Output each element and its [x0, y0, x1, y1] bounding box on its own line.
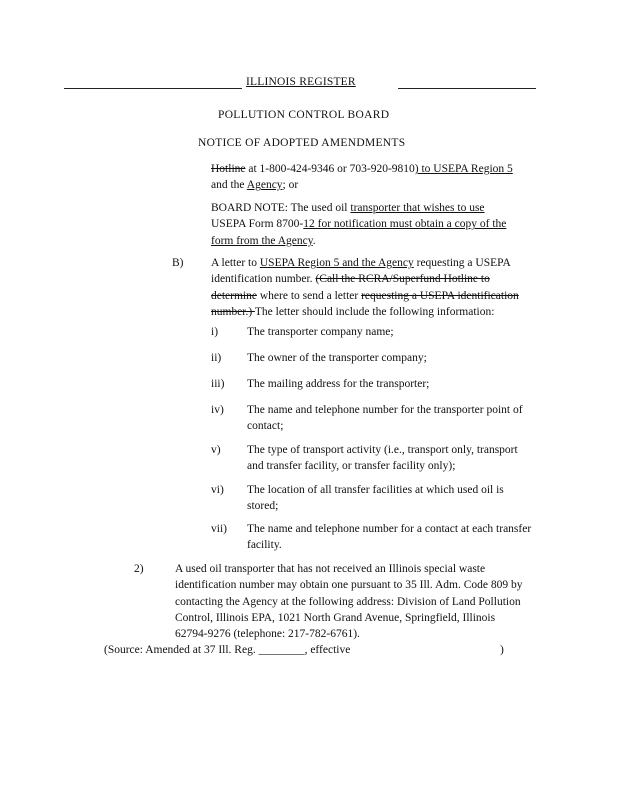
source-blank: ________ [258, 644, 305, 656]
register-title: ILLINOIS REGISTER [246, 76, 356, 88]
source-line [104, 642, 504, 658]
item-b-text [211, 255, 551, 320]
sub-item-text [247, 402, 547, 435]
item-2-label: 2) [134, 563, 144, 575]
and-the-text: and the [211, 179, 247, 192]
sub-item-label: vii) [211, 523, 227, 535]
sub-item-label: i) [211, 326, 219, 338]
sub-item-line: The owner of the transporter company; [247, 352, 427, 364]
board-title: POLLUTION CONTROL BOARD [218, 109, 390, 121]
item-b-l1u: USEPA Region 5 and the Agency [259, 257, 414, 269]
or-text: ; or [282, 179, 299, 192]
sub-item-text [247, 482, 547, 515]
header-rule-right [398, 88, 536, 89]
item-2-line: 62794-9276 (telephone: 217-782-6761). [175, 628, 360, 641]
source-text-a: (Source: Amended at 37 Ill. Reg. [104, 644, 259, 656]
sub-item-line: and transfer facility, or transfer facility only); [247, 460, 456, 473]
item-b-l1a: A letter to [211, 257, 260, 269]
sub-item-line: The location of all transfer facilities at which used oil is [247, 484, 504, 496]
item-b-l3s2: requesting a USEPA identification [361, 289, 519, 302]
board-note-l1: transporter that wishes to use [350, 202, 485, 214]
source-text-b: , effective [304, 644, 351, 656]
item-b-l4s: number.) [211, 305, 255, 318]
sub-item-line: The transporter company name; [247, 326, 394, 338]
sub-item-text [247, 350, 547, 366]
item-b-l3s: determine [211, 289, 257, 302]
sub-item-line: The name and telephone number for a contact at each transfer [247, 523, 532, 535]
sub-item-label: v) [211, 444, 221, 456]
sub-item-line: stored; [247, 500, 279, 513]
sub-item-label: iv) [211, 404, 224, 416]
item-b-label: B) [172, 257, 184, 269]
item-b-l2: identification number. [211, 273, 316, 286]
item-2-line: identification number may obtain one pursuant to 35 Ill. Adm. Code 809 by [175, 579, 523, 592]
sub-item-line: contact; [247, 420, 284, 433]
board-note-l3end: . [312, 234, 316, 247]
sub-item-line: The name and telephone number for the transporter point of [247, 404, 523, 416]
sub-item-label: ii) [211, 352, 222, 364]
item-2-line: Control, Illinois EPA, 1021 North Grand Avenue, Springfield, Illinois [175, 611, 496, 624]
item-2-line: A used oil transporter that has not received an Illinois special waste [175, 563, 486, 575]
board-note-l2a: USEPA Form 8700- [211, 218, 304, 231]
board-note-lead: BOARD NOTE: The used oil [211, 202, 351, 214]
sub-item-text [247, 521, 547, 554]
item-2-text [175, 561, 565, 643]
item-b-l3a: where to send a letter [256, 289, 362, 302]
item-b-l1b: requesting a USEPA [413, 257, 511, 269]
board-note-l3: form from the Agency [211, 234, 313, 247]
sub-item-label: iii) [211, 378, 225, 390]
usepa-region-text: ) to USEPA Region 5 [414, 163, 513, 175]
header-rule-left [64, 88, 242, 89]
sub-item-line: facility. [247, 539, 282, 552]
sub-item-text [247, 442, 547, 475]
item-2-line: contacting the Agency at the following address: Division of Land Pollution [175, 595, 521, 608]
hotline-paragraph [211, 161, 541, 194]
source-close-paren: ) [500, 644, 504, 656]
item-b-l2s: (Call the RCRA/Superfund Hotline to [315, 273, 490, 286]
board-note [211, 200, 541, 249]
item-b-l4a: The letter should include the following information: [254, 305, 495, 318]
sub-item-label: vi) [211, 484, 224, 496]
struck-hotline: Hotline [211, 163, 246, 175]
notice-title: NOTICE OF ADOPTED AMENDMENTS [198, 137, 406, 149]
sub-item-line: The type of transport activity (i.e., transport only, transport [247, 444, 518, 456]
board-note-l2b: 12 for notification must obtain a copy of the [303, 218, 507, 231]
sub-item-text [247, 324, 547, 340]
sub-item-text [247, 376, 547, 392]
sub-item-line: The mailing address for the transporter; [247, 378, 430, 390]
agency-text: Agency [246, 179, 283, 192]
phone-numbers: at 1-800-424-9346 or 703-920-9810 [245, 163, 415, 175]
